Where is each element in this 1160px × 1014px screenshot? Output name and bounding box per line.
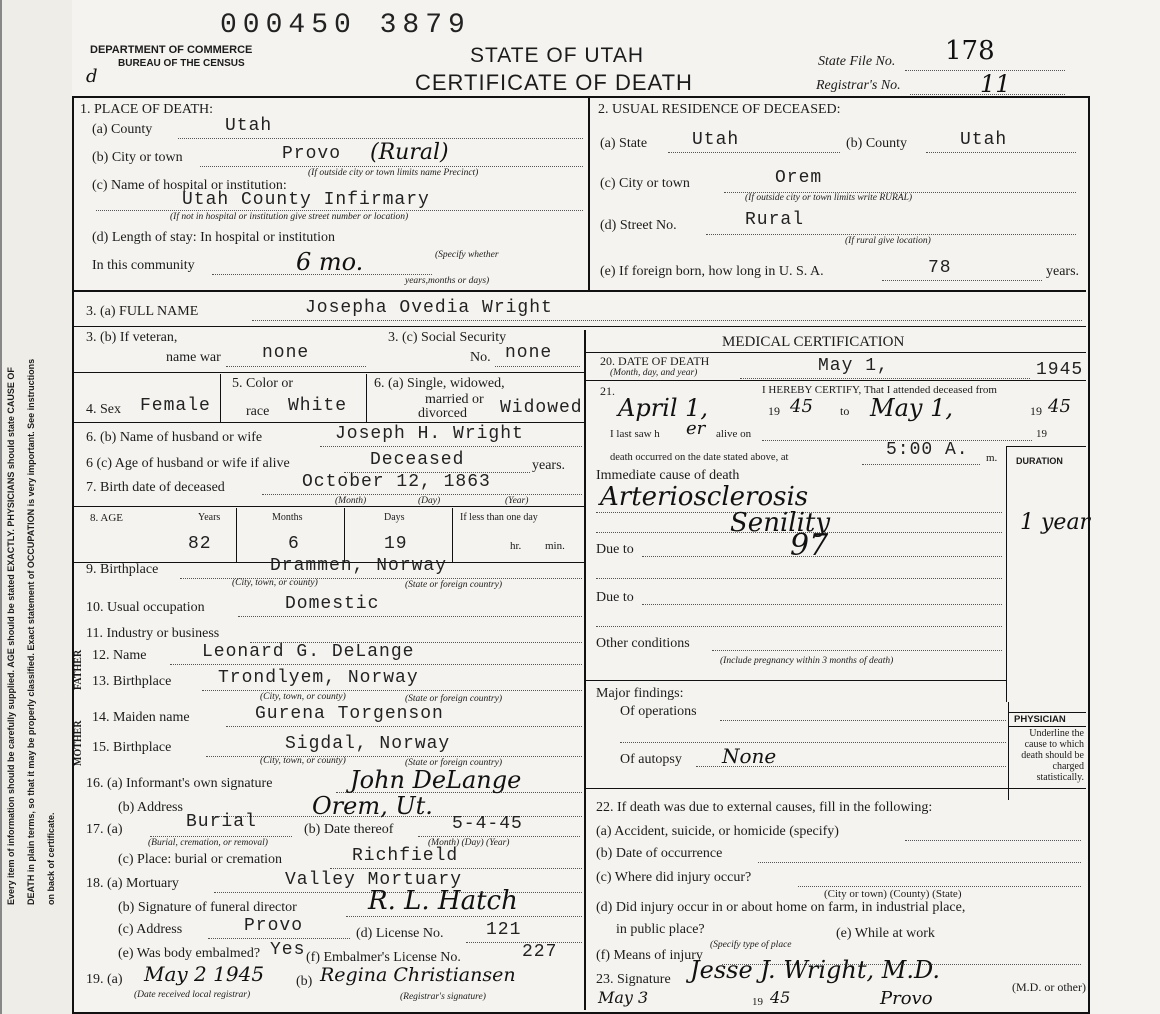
age-days-value: 19 <box>384 534 408 554</box>
embalmer-license-value: 227 <box>522 942 558 962</box>
father-birthplace-label: 13. Birthplace <box>92 674 172 689</box>
due-to-1-label: Due to <box>596 542 634 557</box>
accident-label: (a) Accident, suicide, or homicide (specify) <box>596 824 839 839</box>
age-spouse-value: Deceased <box>370 450 465 470</box>
birth-year-note: (Year) <box>505 496 529 506</box>
mother-birthplace-note-2: (State or foreign country) <box>405 758 503 768</box>
certificate-title: CERTIFICATE OF DEATH <box>415 70 693 95</box>
certify-to-word: to <box>840 404 850 418</box>
certify-from-19: 19 <box>768 404 780 418</box>
mother-birthplace-label: 15. Birthplace <box>92 740 172 755</box>
while-at-work-label: (e) While at work <box>836 926 935 941</box>
burial-date-label: (b) Date thereof <box>304 822 394 837</box>
bureau-label: BUREAU OF THE CENSUS <box>118 58 245 69</box>
city-label: (b) City or town <box>92 150 183 165</box>
public-place-label: in public place? <box>616 922 705 937</box>
birth-day-note: (Day) <box>418 496 441 506</box>
certify-text: I HEREBY CERTIFY, That I attended deceased from <box>762 384 997 396</box>
age-spouse-label: 6 (c) Age of husband or wife if alive <box>86 456 290 471</box>
specify-note-2: years,months or days) <box>405 276 490 286</box>
received-date: May 2 1945 <box>144 962 265 986</box>
father-name-value: Leonard G. DeLange <box>202 642 415 662</box>
physician-signature: Jesse J. Wright, M.D. <box>690 956 940 984</box>
husband-value: Joseph H. Wright <box>335 424 524 444</box>
duration-value: 1 year <box>1020 510 1091 535</box>
birthplace-note: (City, town, or county) <box>232 578 318 588</box>
marital-label-3: divorced <box>418 406 467 421</box>
signature-19: 19 <box>752 996 763 1008</box>
margin-mark: d <box>86 66 98 87</box>
due-to-2-label: Due to <box>596 590 634 605</box>
res-city-value: Orem <box>775 168 823 188</box>
community-value: 6 mo. <box>296 248 364 276</box>
length-of-stay-label: (d) Length of stay: In hospital or institution <box>92 230 336 245</box>
registrar-signature: Regina Christiansen <box>320 964 516 986</box>
mortuary-address-value: Provo <box>244 916 304 936</box>
type-of-place-note: (Specify type of place <box>710 940 792 950</box>
veteran-label: 3. (b) If veteran, <box>86 330 178 345</box>
ss-value: none <box>505 343 553 363</box>
marital-label: 6. (a) Single, widowed, <box>374 376 505 391</box>
color-label: 5. Color or <box>232 376 294 391</box>
autopsy-label: Of autopsy <box>620 752 682 767</box>
alive-on-label: alive on <box>716 428 752 440</box>
certificate-serial-number: 000450 3879 <box>220 10 471 41</box>
age-months-label: Months <box>272 512 303 523</box>
mother-birthplace-value: Sigdal, Norway <box>285 734 451 754</box>
informant-address-label: (b) Address <box>118 800 183 815</box>
birth-date-label: 7. Birth date of deceased <box>86 480 225 495</box>
city-note: (If outside city or town limits name Precinct) <box>308 168 479 178</box>
immediate-cause-label: Immediate cause of death <box>596 468 740 483</box>
foreign-born-label: (e) If foreign born, how long in U. S. A. <box>600 264 824 279</box>
mother-name-label: 14. Maiden name <box>92 710 190 725</box>
age-title: 8. AGE <box>90 512 123 524</box>
duration-label: DURATION <box>1016 456 1063 466</box>
mother-birthplace-note: (City, town, or county) <box>260 756 346 766</box>
state-file-number: 178 <box>945 36 995 66</box>
ss-no-label: No. <box>470 350 491 365</box>
county-label: (a) County <box>92 122 153 137</box>
where-note: (City or town) (County) (State) <box>824 888 962 900</box>
due-to-1-value: 97 <box>790 528 829 563</box>
informant-address: Orem, Ut. <box>312 792 433 820</box>
age-months-value: 6 <box>288 534 300 554</box>
sidebar-line-2: DEATH in plain terms, so that it may be properly classified. Exact statement of OCCUPATION is very important. See instructions <box>26 358 36 905</box>
father-birthplace-value: Trondlyem, Norway <box>218 668 419 688</box>
age-less-label: If less than one day <box>460 512 538 523</box>
res-county-value: Utah <box>960 130 1008 150</box>
last-saw-handwritten: er <box>686 418 706 439</box>
county-value: Utah <box>225 116 273 136</box>
certify-number: 21. <box>600 384 615 398</box>
sidebar-line-1: Every item of information should be carefully supplied. AGE should be stated EXACTLY. PHYSICIANS should state CAUSE OF <box>6 367 16 905</box>
mother-name-value: Gurena Torgenson <box>255 704 444 724</box>
specify-note: (Specify whether <box>435 250 499 260</box>
signature-place: Provo <box>880 988 933 1009</box>
full-name-label: 3. (a) FULL NAME <box>86 304 199 319</box>
age-spouse-years: years. <box>532 458 566 473</box>
father-label: FATHER <box>73 649 84 690</box>
registrar-sig-label: (b) <box>296 974 313 989</box>
autopsy-value: None <box>722 744 777 768</box>
signature-label: 23. Signature <box>596 972 671 987</box>
registrar-number: 11 <box>980 70 1011 98</box>
mortuary-label: 18. (a) Mortuary <box>86 876 179 891</box>
father-birthplace-note-2: (State or foreign country) <box>405 694 503 704</box>
signature-year: 45 <box>770 988 791 1007</box>
physician-note: Underline the cause to which death should be charged statistically. <box>1021 728 1084 783</box>
street-label: (d) Street No. <box>600 218 677 233</box>
embalmed-label: (e) Was body embalmed? <box>118 946 261 961</box>
informant-signature: John DeLange <box>350 766 522 794</box>
res-city-label: (c) City or town <box>600 176 690 191</box>
birth-date-value: October 12, 1863 <box>302 472 491 492</box>
mortuary-value: Valley Mortuary <box>285 870 463 890</box>
street-note: (If rural give location) <box>845 236 931 246</box>
burial-label: 17. (a) <box>86 822 123 837</box>
burial-date-note: (Month) (Day) (Year) <box>428 838 510 848</box>
race-value: White <box>288 396 348 416</box>
director-label: (b) Signature of funeral director <box>118 900 297 915</box>
received-label: 19. (a) <box>86 972 123 987</box>
where-label: (c) Where did injury occur? <box>596 870 752 885</box>
marital-label-2: married or <box>425 392 484 407</box>
father-name-label: 12. Name <box>92 648 147 663</box>
res-state-value: Utah <box>692 130 740 150</box>
certify-from: April 1, <box>618 394 709 422</box>
dod-value: May 1, <box>818 356 889 376</box>
embalmer-license-label: (f) Embalmer's License No. <box>306 950 461 965</box>
embalmed-value: Yes <box>270 940 306 960</box>
sidebar-line-3: on back of certificate. <box>46 812 56 905</box>
alive-on-19: 19 <box>1036 428 1047 440</box>
burial-note: (Burial, cremation, or removal) <box>148 838 268 848</box>
social-security-label: 3. (c) Social Security <box>388 330 507 345</box>
age-hr-label: hr. <box>510 540 522 552</box>
occupation-label: 10. Usual occupation <box>86 600 205 615</box>
age-days-label: Days <box>384 512 405 523</box>
burial-date-value: 5-4-45 <box>452 814 523 834</box>
state-title: STATE OF UTAH <box>470 44 644 67</box>
birthplace-label: 9. Birthplace <box>86 562 159 577</box>
burial-value: Burial <box>186 812 257 832</box>
operations-label: Of operations <box>620 704 697 719</box>
md-label: (M.D. or other) <box>1012 980 1086 994</box>
license-label: (d) License No. <box>356 926 444 941</box>
certify-from-year: 45 <box>790 396 813 417</box>
dod-note: (Month, day, and year) <box>610 368 698 378</box>
res-city-note: (If outside city or town limits write RURAL) <box>745 193 913 203</box>
full-name-value: Josepha Ovedia Wright <box>305 298 553 318</box>
certify-to: May 1, <box>870 394 953 422</box>
hospital-note: (If not in hospital or institution give street number or location) <box>170 212 409 222</box>
community-label: In this community <box>92 258 195 273</box>
burial-place-label: (c) Place: burial or cremation <box>118 852 283 867</box>
major-findings-label: Major findings: <box>596 686 684 701</box>
mortuary-address-label: (c) Address <box>118 922 183 937</box>
foreign-years-label: years. <box>1046 264 1080 279</box>
street-value: Rural <box>745 210 805 230</box>
other-conditions-note: (Include pregnancy within 3 months of death) <box>720 656 894 666</box>
foreign-born-value: 78 <box>928 258 952 278</box>
cause-line-1: Arteriosclerosis <box>600 482 809 512</box>
certify-to-year: 45 <box>1048 396 1071 417</box>
death-time-m: m. <box>986 452 998 464</box>
department-label: DEPARTMENT OF COMMERCE <box>90 44 253 56</box>
cause-line-2: Senility <box>730 508 831 538</box>
birthplace-value: Drammen, Norway <box>270 556 448 576</box>
external-causes-label: 22. If death was due to external causes, fill in the following: <box>596 800 933 815</box>
husband-label: 6. (b) Name of husband or wife <box>86 430 263 445</box>
certify-to-19: 19 <box>1030 404 1042 418</box>
hospital-label: (c) Name of hospital or institution: <box>92 178 287 193</box>
race-label: race <box>246 404 270 419</box>
industry-label: 11. Industry or business <box>86 626 220 641</box>
physician-title: PHYSICIAN <box>1014 714 1066 725</box>
instructions-sidebar <box>0 0 72 1014</box>
registrar-note: (Registrar's signature) <box>400 992 486 1002</box>
dod-year: 1945 <box>1036 360 1084 380</box>
license-value: 121 <box>486 920 522 940</box>
father-birthplace-note: (City, town, or county) <box>260 692 346 702</box>
city-value: Provo <box>282 144 342 164</box>
war-value: none <box>262 343 310 363</box>
director-signature: R. L. Hatch <box>368 886 518 916</box>
war-label: name war <box>166 350 221 365</box>
sex-label: 4. Sex <box>86 402 121 417</box>
death-time: 5:00 A. <box>886 440 969 460</box>
birthplace-note-2: (State or foreign country) <box>405 580 503 590</box>
place-of-death-title: 1. PLACE OF DEATH: <box>80 102 214 117</box>
age-min-label: min. <box>545 540 565 552</box>
signature-date: May 3 <box>598 988 649 1007</box>
res-state-label: (a) State <box>600 136 648 151</box>
birth-month-note: (Month) <box>335 496 367 506</box>
age-years-label: Years <box>198 512 221 523</box>
received-note: (Date received local registrar) <box>134 990 251 1000</box>
last-saw-label: I last saw h <box>610 428 660 440</box>
hospital-value: Utah County Infirmary <box>182 190 430 210</box>
other-conditions-label: Other conditions <box>596 636 690 651</box>
home-farm-label: (d) Did injury occur in or about home on farm, in industrial place, <box>596 900 966 915</box>
age-years-value: 82 <box>188 534 212 554</box>
means-of-injury-label: (f) Means of injury <box>596 948 703 963</box>
burial-place-value: Richfield <box>352 846 459 866</box>
residence-title: 2. USUAL RESIDENCE OF DECEASED: <box>598 102 841 117</box>
medical-title: MEDICAL CERTIFICATION <box>722 334 905 350</box>
dod-label: 20. DATE OF DEATH <box>600 354 710 368</box>
city-handwritten: (Rural) <box>370 140 449 165</box>
occupation-value: Domestic <box>285 594 380 614</box>
mother-label: MOTHER <box>73 720 84 766</box>
sex-value: Female <box>140 396 211 416</box>
death-occurred-label: death occurred on the date stated above, at <box>610 452 789 463</box>
occurrence-label: (b) Date of occurrence <box>596 846 723 861</box>
registrar-no-label: Registrar's No. <box>816 78 901 93</box>
marital-value: Widowed <box>500 398 583 418</box>
res-county-label: (b) County <box>846 136 908 151</box>
informant-sig-label: 16. (a) Informant's own signature <box>86 776 273 791</box>
state-file-label: State File No. <box>818 54 896 69</box>
